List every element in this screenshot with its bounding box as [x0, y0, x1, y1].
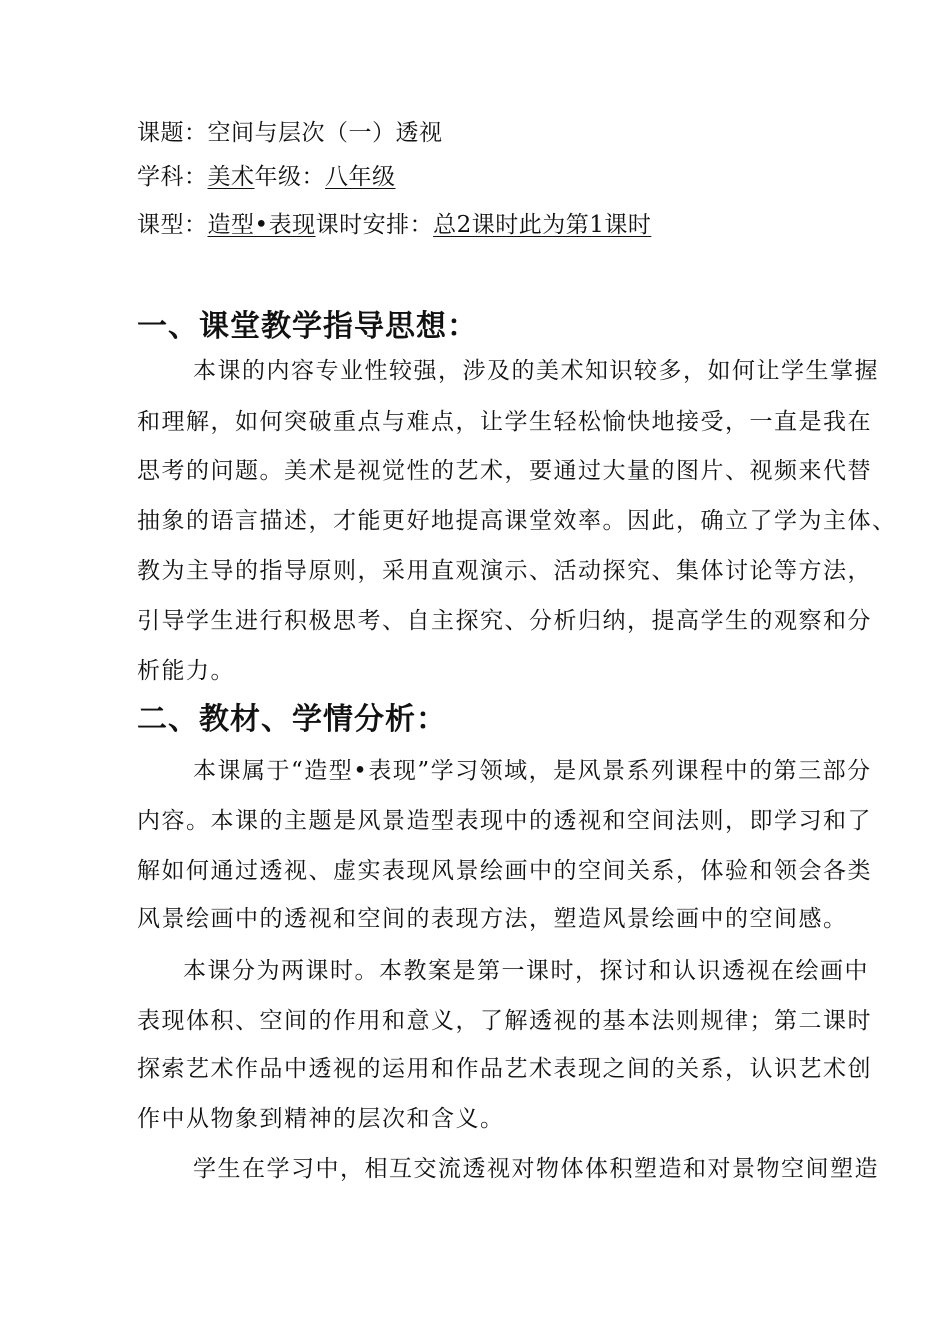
topic-line [137, 118, 443, 148]
section2-para3-line: 学生在学习中，相互交流透视对物体体积塑造和对景物空间塑造 [193, 1156, 879, 1182]
section1-heading: 一、课堂教学指导思想： [137, 309, 478, 344]
section2-para1-line: 本课属于“造型•表现”学习领域，是风景系列课程中的第三部分 [193, 758, 872, 784]
section2-para1-line: 内容。本课的主题是风景造型表现中的透视和空间法则，即学习和了 [137, 808, 872, 834]
type-value: 造型•表现 [207, 212, 316, 238]
section1-line: 思考的问题。美术是视觉性的艺术，要通过大量的图片、视频来代替 [137, 458, 872, 484]
section1-line: 和理解，如何突破重点与难点，让学生轻松愉快地接受，一直是我在 [137, 409, 872, 435]
section2-para2-line: 探索艺术作品中透视的运用和作品艺术表现之间的关系，认识艺术创 [137, 1056, 872, 1082]
schedule-label: 课时安排： [315, 212, 434, 238]
grade-label: 年级： [254, 164, 325, 190]
section2-para1-line: 解如何通过透视、虚实表现风景绘画中的空间关系，体验和领会各类 [137, 858, 872, 884]
subject-label: 学科： [137, 164, 208, 190]
section1-line: 析能力。 [137, 658, 235, 684]
type-label: 课型： [137, 212, 208, 238]
section2-para2-line: 本课分为两课时。本教案是第一课时，探讨和认识透视在绘画中 [183, 958, 869, 984]
schedule-value: 总2课时此为第1课时 [433, 212, 652, 238]
topic-value: 空间与层次（一）透视 [207, 120, 443, 146]
grade-value: 八年级 [325, 164, 396, 190]
section2-para2-line: 作中从物象到精神的层次和含义。 [137, 1106, 505, 1132]
section1-line: 引导学生进行积极思考、自主探究、分析归纳，提高学生的观察和分 [137, 608, 872, 634]
section2-heading: 二、教材、学情分析： [137, 702, 447, 737]
section2-para2-line: 表现体积、空间的作用和意义，了解透视的基本法则规律；第二课时 [137, 1008, 872, 1034]
topic-label: 课题： [137, 120, 208, 146]
section2-para1-line: 风景绘画中的透视和空间的表现方法，塑造风景绘画中的空间感。 [137, 906, 848, 932]
subject-value: 美术 [207, 164, 255, 190]
type-schedule-line [137, 210, 651, 240]
section1-line: 教为主导的指导原则，采用直观演示、活动探究、集体讨论等方法， [137, 558, 872, 584]
section1-line: 抽象的语言描述，才能更好地提高课堂效率。因此，确立了学为主体、 [137, 508, 897, 534]
section1-line: 本课的内容专业性较强，涉及的美术知识较多，如何让学生掌握 [193, 358, 879, 384]
subject-grade-line [137, 162, 396, 192]
